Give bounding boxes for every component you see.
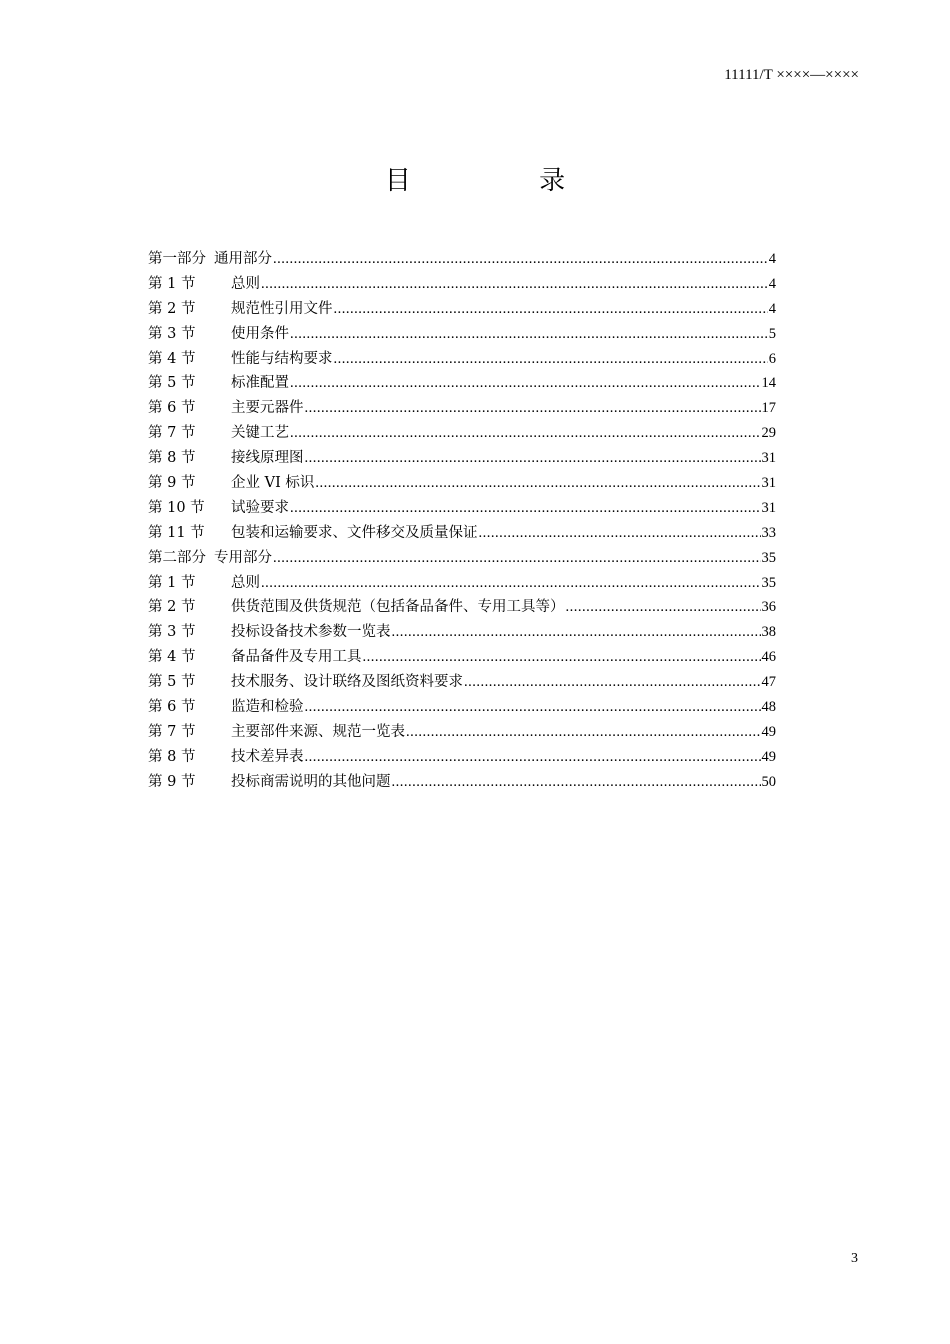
toc-dot-leader (305, 400, 761, 417)
toc-entry-label: 第 7 节 (148, 425, 196, 442)
toc-entry-title: 监造和检验 (231, 699, 304, 716)
toc-entry-label: 第一部分 (148, 251, 206, 267)
toc-entry-page: 31 (761, 475, 776, 492)
toc-entry-label: 第 11 节 (148, 524, 205, 541)
toc-section-entry[interactable] (148, 670, 776, 695)
toc-section-entry[interactable] (148, 272, 776, 297)
toc-entry-page: 14 (761, 375, 776, 392)
toc-part-entry[interactable] (148, 546, 776, 571)
toc-entry-title: 主要部件来源、规范一览表 (231, 723, 405, 740)
toc-entry-page: 38 (761, 624, 776, 641)
toc-entry-label: 第 5 节 (148, 375, 196, 392)
toc-section-entry[interactable] (148, 297, 776, 322)
toc-section-entry[interactable] (148, 446, 776, 471)
toc-dot-leader (392, 624, 761, 641)
toc-dot-leader (305, 699, 761, 716)
toc-dot-leader (261, 276, 768, 293)
toc-entry-title: 技术服务、设计联络及图纸资料要求 (231, 674, 463, 691)
toc-section-entry[interactable] (148, 521, 776, 546)
toc-entry-label: 第 1 节 (148, 574, 196, 591)
toc-dot-leader (290, 326, 768, 343)
toc-entry-label: 第二部分 (148, 549, 206, 566)
toc-part-entry[interactable] (148, 247, 776, 272)
toc-entry-title: 投标商需说明的其他问题 (231, 773, 391, 790)
toc-dot-leader (334, 351, 768, 368)
toc-section-entry[interactable] (148, 745, 776, 770)
toc-dot-leader (305, 749, 761, 766)
toc-entry-label: 第 9 节 (148, 475, 196, 492)
toc-dot-leader (273, 251, 768, 268)
toc-section-entry[interactable] (148, 396, 776, 421)
toc-section-entry[interactable] (148, 471, 776, 496)
table-of-contents (148, 247, 776, 795)
toc-entry-label: 第 10 节 (148, 499, 205, 516)
toc-entry-label: 第 6 节 (148, 699, 196, 716)
toc-entry-page: 4 (768, 251, 776, 267)
toc-entry-label: 第 6 节 (148, 400, 196, 417)
toc-section-entry[interactable] (148, 720, 776, 745)
toc-entry-title: 总则 (231, 574, 260, 591)
toc-entry-label: 第 3 节 (148, 325, 196, 342)
toc-section-entry[interactable] (148, 496, 776, 521)
toc-dot-leader (273, 550, 761, 567)
toc-section-entry[interactable] (148, 571, 776, 596)
toc-entry-title: 供货范围及供货规范（包括备品备件、专用工具等） (231, 599, 565, 616)
toc-entry-label: 第 2 节 (148, 300, 196, 317)
toc-entry-title: 通用部分 (214, 251, 272, 267)
toc-section-entry[interactable] (148, 595, 776, 620)
toc-entry-page: 31 (761, 450, 776, 467)
toc-dot-leader (290, 375, 761, 392)
toc-dot-leader (392, 774, 761, 791)
toc-entry-page: 33 (761, 524, 776, 541)
toc-entry-label: 第 4 节 (148, 350, 196, 367)
toc-title: 目 录 (384, 166, 626, 196)
toc-dot-leader (566, 599, 761, 616)
toc-dot-leader (363, 649, 761, 666)
toc-entry-title: 投标设备技术参数一览表 (231, 624, 391, 641)
toc-dot-leader (305, 450, 761, 467)
document-code: 11111/T ××××—×××× (724, 67, 859, 83)
toc-section-entry[interactable] (148, 421, 776, 446)
toc-entry-title: 使用条件 (231, 325, 289, 342)
toc-entry-page: 6 (768, 350, 776, 367)
toc-entry-title: 专用部分 (214, 549, 272, 566)
toc-entry-title: 技术差异表 (231, 748, 304, 765)
toc-entry-page: 4 (768, 275, 776, 292)
toc-entry-title: 总则 (231, 275, 260, 292)
toc-section-entry[interactable] (148, 770, 776, 795)
toc-entry-page: 46 (761, 649, 776, 666)
toc-entry-page: 49 (761, 723, 776, 740)
toc-entry-title: 试验要求 (231, 499, 289, 516)
toc-entry-page: 35 (761, 549, 776, 566)
toc-entry-label: 第 4 节 (148, 649, 196, 666)
toc-entry-title: 标准配置 (231, 375, 289, 392)
toc-entry-label: 第 7 节 (148, 723, 196, 740)
toc-entry-page: 31 (761, 499, 776, 516)
toc-entry-page: 29 (761, 425, 776, 442)
toc-entry-label: 第 1 节 (148, 275, 196, 292)
toc-entry-page: 48 (761, 699, 776, 716)
toc-entry-page: 17 (761, 400, 776, 417)
toc-entry-page: 47 (761, 674, 776, 691)
toc-entry-page: 4 (768, 300, 776, 317)
toc-entry-page: 35 (761, 574, 776, 591)
toc-entry-label: 第 3 节 (148, 624, 196, 641)
toc-dot-leader (334, 301, 768, 318)
toc-section-entry[interactable] (148, 620, 776, 645)
toc-entry-label: 第 5 节 (148, 674, 196, 691)
toc-entry-label: 第 8 节 (148, 450, 196, 467)
toc-entry-title: 备品备件及专用工具 (231, 649, 362, 666)
toc-dot-leader (406, 724, 761, 741)
toc-entry-page: 36 (761, 599, 776, 616)
toc-dot-leader (290, 425, 761, 442)
toc-entry-page: 49 (761, 748, 776, 765)
toc-entry-title: 规范性引用文件 (231, 300, 333, 317)
toc-entry-title: 企业 VI 标识 (231, 475, 315, 492)
toc-dot-leader (315, 475, 760, 492)
toc-section-entry[interactable] (148, 322, 776, 347)
toc-entry-page: 5 (768, 325, 776, 342)
toc-section-entry[interactable] (148, 645, 776, 670)
toc-dot-leader (479, 525, 761, 542)
toc-entry-title: 性能与结构要求 (231, 350, 333, 367)
page-number: 3 (851, 1251, 858, 1266)
toc-section-entry[interactable] (148, 695, 776, 720)
toc-entry-title: 主要元器件 (231, 400, 304, 417)
toc-entry-title: 包装和运输要求、文件移交及质量保证 (231, 524, 478, 541)
toc-entry-title: 关键工艺 (231, 425, 289, 442)
toc-dot-leader (290, 500, 761, 517)
toc-section-entry[interactable] (148, 371, 776, 396)
toc-entry-label: 第 8 节 (148, 748, 196, 765)
toc-entry-label: 第 2 节 (148, 599, 196, 616)
toc-section-entry[interactable] (148, 347, 776, 372)
toc-dot-leader (261, 575, 761, 592)
toc-entry-title: 接线原理图 (231, 450, 304, 467)
toc-dot-leader (464, 674, 761, 691)
toc-entry-page: 50 (761, 773, 776, 790)
toc-entry-label: 第 9 节 (148, 773, 196, 790)
